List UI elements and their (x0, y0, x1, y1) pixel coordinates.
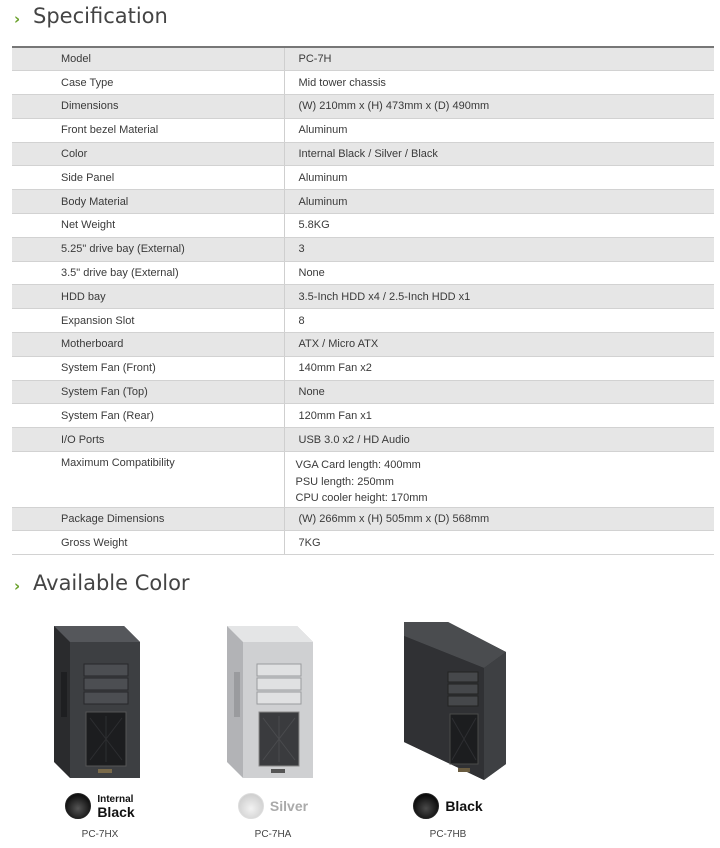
spec-row (12, 285, 714, 309)
spec-label: Body Material (12, 190, 284, 214)
color-label-silver: Silver (269, 797, 309, 814)
spec-label: System Fan (Front) (12, 356, 284, 380)
spec-value: Aluminum (284, 118, 714, 142)
spec-value: 5.8KG (284, 214, 714, 238)
spec-table (12, 46, 714, 555)
spec-label: Model (12, 47, 284, 71)
spec-row (12, 333, 714, 357)
spec-row (12, 309, 714, 333)
color-option-internal-black[interactable] (30, 612, 170, 848)
spec-value: 3 (284, 237, 714, 261)
available-color-heading (14, 571, 190, 595)
spec-value: USB 3.0 x2 / HD Audio (284, 428, 714, 452)
chevron-right-icon: › (14, 10, 21, 28)
swatch-row-internal-black (30, 792, 170, 820)
spec-value: 140mm Fan x2 (284, 356, 714, 380)
spec-value: 3.5-Inch HDD x4 / 2.5-Inch HDD x1 (284, 285, 714, 309)
spec-label: Package Dimensions (12, 507, 284, 531)
spec-row (12, 380, 714, 404)
color-option-silver[interactable] (203, 612, 343, 848)
spec-row (12, 452, 714, 508)
spec-value-compatibility (284, 452, 714, 508)
spec-label: Front bezel Material (12, 118, 284, 142)
color-label-internal-black: Internal Black (97, 794, 135, 820)
spec-value: Aluminum (284, 190, 714, 214)
spec-row (12, 214, 714, 238)
spec-row (12, 261, 714, 285)
spec-value: 8 (284, 309, 714, 333)
spec-label: Expansion Slot (12, 309, 284, 333)
available-color-title: Available Color (33, 571, 190, 595)
spec-label: Case Type (12, 71, 284, 95)
spec-label: Dimensions (12, 95, 284, 119)
spec-row (12, 428, 714, 452)
spec-row (12, 47, 714, 71)
spec-label: Gross Weight (12, 531, 284, 555)
spec-label: Color (12, 142, 284, 166)
spec-value: (W) 210mm x (H) 473mm x (D) 490mm (284, 95, 714, 119)
spec-label: Motherboard (12, 333, 284, 357)
spec-label: I/O Ports (12, 428, 284, 452)
specification-title: Specification (33, 4, 168, 28)
spec-label: Side Panel (12, 166, 284, 190)
spec-row (12, 507, 714, 531)
compatibility-line: CPU cooler height: 170mm (295, 492, 428, 505)
swatch-row-black (378, 792, 518, 820)
case-image-internal-black (40, 612, 160, 782)
spec-value: Internal Black / Silver / Black (284, 142, 714, 166)
spec-label: System Fan (Rear) (12, 404, 284, 428)
swatch-black (413, 793, 439, 819)
spec-value: 120mm Fan x1 (284, 404, 714, 428)
spec-row (12, 237, 714, 261)
spec-row (12, 95, 714, 119)
spec-row (12, 142, 714, 166)
color-option-black[interactable] (378, 612, 518, 848)
spec-label: Net Weight (12, 214, 284, 238)
spec-label: System Fan (Top) (12, 380, 284, 404)
spec-value: None (284, 380, 714, 404)
spec-label: HDD bay (12, 285, 284, 309)
spec-row (12, 531, 714, 555)
spec-value: (W) 266mm x (H) 505mm x (D) 568mm (284, 507, 714, 531)
spec-label: 3.5" drive bay (External) (12, 261, 284, 285)
model-code-silver: PC-7HA (254, 829, 292, 840)
model-code-internal-black: PC-7HX (81, 829, 119, 840)
spec-row (12, 71, 714, 95)
chevron-right-icon: › (14, 577, 21, 595)
spec-value: 7KG (284, 531, 714, 555)
spec-row (12, 190, 714, 214)
spec-value: ATX / Micro ATX (284, 333, 714, 357)
spec-row (12, 404, 714, 428)
color-label-black: Black (445, 797, 483, 814)
swatch-internal-black (65, 793, 91, 819)
spec-value: Mid tower chassis (284, 71, 714, 95)
swatch-row-silver (203, 792, 343, 820)
spec-value: PC-7H (284, 47, 714, 71)
compatibility-line: PSU length: 250mm (295, 475, 394, 488)
spec-label: Maximum Compatibility (12, 452, 284, 508)
spec-row (12, 356, 714, 380)
spec-value: None (284, 261, 714, 285)
specification-heading (14, 4, 168, 28)
compatibility-line: VGA Card length: 400mm (295, 459, 421, 472)
swatch-silver (238, 793, 264, 819)
case-image-silver (213, 612, 333, 782)
spec-row (12, 118, 714, 142)
model-code-black: PC-7HB (429, 829, 467, 840)
spec-label: 5.25" drive bay (External) (12, 237, 284, 261)
spec-row (12, 166, 714, 190)
spec-value: Aluminum (284, 166, 714, 190)
case-image-black (388, 612, 508, 782)
